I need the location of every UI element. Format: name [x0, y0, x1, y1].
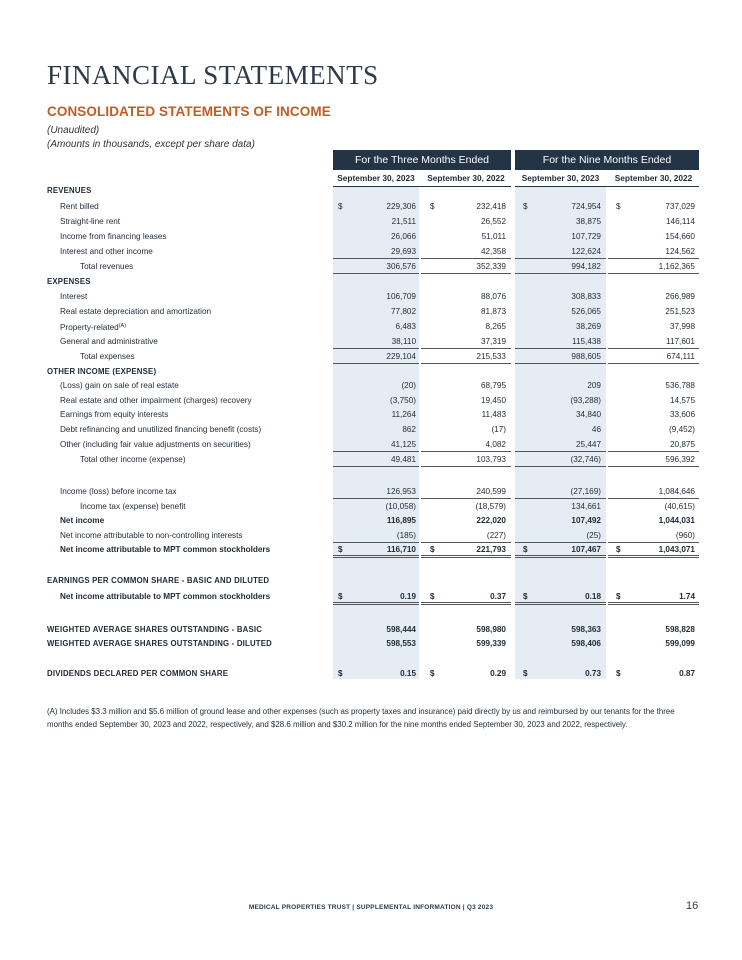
- table-row: [0, 378, 742, 393]
- subtotal-rule: [515, 498, 606, 499]
- page-footer: MEDICAL PROPERTIES TRUST | SUPPLEMENTAL INFORMATION | Q3 2023: [248, 904, 494, 911]
- table-row: [0, 214, 742, 229]
- cell-value: 994,182: [571, 262, 601, 271]
- row-label: Straight-line rent: [60, 217, 121, 226]
- total-underline: [333, 363, 419, 364]
- cell-value: 598,553: [386, 639, 416, 648]
- subtotal-rule: [333, 451, 419, 452]
- cell-value: (227): [486, 531, 506, 540]
- cell-value: 724,954: [571, 202, 601, 211]
- cell-value: 598,406: [571, 639, 601, 648]
- dollar-sign: $: [616, 202, 621, 211]
- cell-value: (10,058): [385, 502, 416, 511]
- cell-value: (960): [675, 531, 695, 540]
- cell-value: 103,793: [476, 455, 506, 464]
- section-label: OTHER INCOME (EXPENSE): [47, 367, 157, 376]
- cell-value: 25,447: [575, 440, 601, 449]
- cell-value: 21,511: [391, 217, 416, 226]
- cell-value: (185): [396, 531, 416, 540]
- total-row: [0, 499, 742, 514]
- row-label: General and administrative: [60, 337, 158, 346]
- table-row: [0, 484, 742, 499]
- row-label: Debt refinancing and unutilized financing benefit (costs): [60, 425, 262, 434]
- cell-value: 19,450: [480, 396, 506, 405]
- cell-value: 308,833: [571, 292, 601, 301]
- page-number: 16: [686, 900, 699, 912]
- cell-value: (25): [586, 531, 601, 540]
- subtotal-rule: [515, 258, 606, 259]
- table-row: [0, 229, 742, 244]
- subtotal-rule: [608, 258, 699, 259]
- row-label: Interest: [60, 292, 88, 301]
- row-label: Property-related$^{(A)}$: [60, 323, 127, 332]
- section-row: [0, 622, 742, 637]
- total-underline: [515, 466, 606, 467]
- cell-value: 38,875: [575, 217, 601, 226]
- col-header-9m-2022: September 30, 2022: [614, 173, 693, 183]
- cell-value: 37,319: [480, 337, 506, 346]
- cell-value: 42,358: [480, 247, 506, 256]
- cell-value: 526,065: [571, 307, 601, 316]
- cell-value: 134,661: [571, 502, 601, 511]
- row-label: Net income: [60, 516, 105, 525]
- cell-value: 598,980: [476, 625, 506, 634]
- dollar-sign: $: [338, 545, 343, 554]
- table-row: [0, 393, 742, 408]
- table-row: [0, 334, 742, 349]
- cell-value: 988,605: [571, 352, 601, 361]
- row-label: Rent billed: [60, 202, 99, 211]
- total-underline: [421, 466, 511, 467]
- subtotal-rule: [608, 348, 699, 349]
- cell-value: 598,363: [571, 625, 601, 634]
- subtotal-rule: [421, 348, 511, 349]
- cell-value: (40,615): [664, 502, 695, 511]
- cell-value: (17): [491, 425, 506, 434]
- dollar-sign: $: [616, 545, 621, 554]
- total-underline: [333, 466, 419, 467]
- cell-value: 229,104: [386, 352, 416, 361]
- table-row: [0, 407, 742, 422]
- cell-value: 122,624: [571, 247, 601, 256]
- cell-value: 0.37: [490, 592, 506, 601]
- total-underline: [515, 363, 606, 364]
- table-row: [0, 199, 742, 214]
- cell-value: 240,599: [476, 487, 506, 496]
- subtotal-rule: [421, 451, 511, 452]
- section-row: [0, 636, 742, 651]
- cell-value: 107,492: [571, 516, 601, 525]
- cell-value: 81,873: [480, 307, 506, 316]
- row-label: Interest and other income: [60, 247, 153, 256]
- subtotal-rule: [421, 498, 511, 499]
- subtotal-rule: [608, 451, 699, 452]
- col-header-9m-2023: September 30, 2023: [521, 173, 600, 183]
- table-row: [0, 422, 742, 437]
- footnote: (A) Includes $3.3 million and $5.6 million of ground lease and other expenses (such as property taxes and insurance) paid directly by us and reimbursed by our tenants for the three months ended September 30, 2023 and 2022, respectively, and $28.6 million and $30.2 million for the nine months ended September 30, 2023 and 2022, respectively.: [47, 707, 675, 729]
- dollar-sign: $: [523, 202, 528, 211]
- subtotal-rule: [421, 258, 511, 259]
- table-row: [0, 304, 742, 319]
- cell-value: 229,306: [386, 202, 416, 211]
- cell-value: 38,110: [391, 337, 416, 346]
- cell-value: 117,601: [666, 337, 695, 346]
- cell-value: 215,533: [476, 352, 506, 361]
- row-label: Real estate and other impairment (charges) recovery: [60, 396, 252, 405]
- total-underline: [421, 273, 511, 274]
- cell-value: (3,750): [390, 396, 416, 405]
- cell-value: (93,288): [570, 396, 601, 405]
- table-row: [0, 319, 742, 334]
- cell-value: 11,264: [391, 410, 416, 419]
- total-underline: [608, 466, 699, 467]
- cell-value: 154,660: [665, 232, 695, 241]
- total-double-rule: [515, 602, 606, 605]
- cell-value: 146,114: [666, 217, 695, 226]
- section-label: EARNINGS PER COMMON SHARE - BASIC AND DILUTED: [47, 576, 270, 585]
- cell-value: 34,840: [575, 410, 601, 419]
- row-label: Earnings from equity interests: [60, 410, 169, 419]
- col-header-q3-2023: September 30, 2023: [337, 173, 415, 183]
- section-row: [0, 666, 742, 681]
- row-label: Total expenses: [80, 352, 135, 361]
- subtotal-rule: [515, 348, 606, 349]
- cell-value: 115,438: [572, 337, 601, 346]
- dollar-sign: $: [616, 592, 621, 601]
- total-row: [0, 452, 742, 467]
- total-double-rule: [608, 602, 699, 605]
- page-title: FINANCIAL STATEMENTS: [47, 60, 379, 90]
- subtotal-rule: [333, 258, 419, 259]
- cell-value: (27,169): [570, 487, 601, 496]
- dollar-sign: $: [523, 669, 528, 678]
- cell-value: 11,483: [481, 410, 506, 419]
- cell-value: 221,793: [476, 545, 506, 554]
- cell-value: 674,111: [666, 352, 695, 361]
- total-double-rule: [333, 602, 419, 605]
- dollar-sign: $: [430, 545, 435, 554]
- dollar-sign: $: [430, 202, 435, 211]
- total-double-rule: [333, 555, 419, 558]
- cell-value: 49,481: [390, 455, 416, 464]
- header-nine-months: For the Nine Months Ended: [515, 150, 699, 170]
- cell-value: 46: [591, 425, 601, 434]
- cell-value: 0.73: [585, 669, 601, 678]
- row-label: (Loss) gain on sale of real estate: [60, 381, 179, 390]
- row-label: Real estate depreciation and amortization: [60, 307, 212, 316]
- header-three-months: For the Three Months Ended: [333, 150, 511, 170]
- cell-value: 0.19: [400, 592, 416, 601]
- cell-value: 51,011: [481, 232, 506, 241]
- row-label: Other (including fair value adjustments on securities): [60, 440, 251, 449]
- unaudited-note: (Unaudited): [47, 125, 100, 136]
- cell-value: 862: [402, 425, 416, 434]
- cell-value: 68,795: [480, 381, 506, 390]
- cell-value: 222,020: [476, 516, 506, 525]
- cell-value: 0.18: [585, 592, 601, 601]
- cell-value: 0.15: [400, 669, 416, 678]
- row-label: Income tax (expense) benefit: [80, 502, 186, 511]
- subtotal-rule: [608, 498, 699, 499]
- subtotal-rule: [333, 498, 419, 499]
- dollar-sign: $: [616, 669, 621, 678]
- dollar-sign: $: [430, 669, 435, 678]
- cell-value: 107,467: [571, 545, 601, 554]
- units-note: (Amounts in thousands, except per share data): [47, 139, 255, 150]
- cell-value: 209: [587, 381, 601, 390]
- cell-value: 88,076: [480, 292, 506, 301]
- cell-value: 737,029: [665, 202, 695, 211]
- section-label: WEIGHTED AVERAGE SHARES OUTSTANDING - BASIC: [47, 625, 263, 634]
- cell-value: 596,392: [665, 455, 695, 464]
- cell-value: 6,483: [395, 322, 416, 331]
- cell-value: 116,895: [386, 516, 416, 525]
- total-underline: [515, 273, 606, 274]
- cell-value: (9,452): [669, 425, 695, 434]
- dollar-sign: $: [338, 592, 343, 601]
- cell-value: 124,562: [665, 247, 695, 256]
- table-row: [0, 244, 742, 259]
- col-header-q3-2022: September 30, 2022: [427, 173, 505, 183]
- row-label: Net income attributable to non-controlling interests: [60, 531, 243, 540]
- cell-value: 29,693: [390, 247, 416, 256]
- cell-value: 26,552: [480, 217, 506, 226]
- cell-value: 598,828: [665, 625, 695, 634]
- total-row: [0, 349, 742, 364]
- cell-value: 0.87: [679, 669, 695, 678]
- row-label: Net income attributable to MPT common stockholders: [60, 592, 271, 601]
- cell-value: 4,082: [485, 440, 506, 449]
- total-double-rule: [421, 602, 511, 605]
- cell-value: 38,269: [575, 322, 601, 331]
- cell-value: (18,579): [475, 502, 506, 511]
- dollar-sign: $: [523, 592, 528, 601]
- total-double-rule: [515, 555, 606, 558]
- table-row: [0, 528, 742, 543]
- cell-value: 126,953: [386, 487, 416, 496]
- section-label: WEIGHTED AVERAGE SHARES OUTSTANDING - DILUTED: [47, 639, 273, 648]
- cell-value: (32,746): [570, 455, 601, 464]
- cell-value: 352,339: [476, 262, 506, 271]
- cell-value: 1,043,071: [658, 545, 695, 554]
- cell-value: 33,606: [669, 410, 695, 419]
- row-label: Total revenues: [80, 262, 134, 271]
- cell-value: 1,162,365: [658, 262, 695, 271]
- cell-value: 20,875: [669, 440, 695, 449]
- cell-value: 251,523: [665, 307, 695, 316]
- dollar-sign: $: [430, 592, 435, 601]
- total-underline: [608, 273, 699, 274]
- total-underline: [421, 363, 511, 364]
- total-row: [0, 259, 742, 274]
- total-double-rule: [608, 555, 699, 558]
- cell-value: 107,729: [571, 232, 601, 241]
- cell-value: 599,339: [476, 639, 506, 648]
- cell-value: (20): [401, 381, 416, 390]
- dollar-sign: $: [338, 202, 343, 211]
- cell-value: 116,710: [386, 545, 416, 554]
- cell-value: 598,444: [386, 625, 416, 634]
- statement-title: CONSOLIDATED STATEMENTS OF INCOME: [47, 104, 331, 119]
- cell-value: 266,989: [665, 292, 695, 301]
- row-label: Income from financing leases: [60, 232, 167, 241]
- table-row: [0, 513, 742, 528]
- dollar-sign: $: [523, 545, 528, 554]
- footnote-marker: (A): [118, 323, 127, 329]
- section-label: REVENUES: [47, 186, 92, 195]
- cell-value: 306,576: [386, 262, 416, 271]
- total-underline: [333, 273, 419, 274]
- cell-value: 536,788: [665, 381, 695, 390]
- cell-value: 599,099: [665, 639, 695, 648]
- table-row: [0, 289, 742, 304]
- cell-value: 37,998: [669, 322, 695, 331]
- cell-value: 14,575: [669, 396, 695, 405]
- section-row: [0, 183, 742, 198]
- cell-value: 26,066: [390, 232, 416, 241]
- cell-value: 1.74: [679, 592, 695, 601]
- cell-value: 1,084,646: [658, 487, 695, 496]
- row-label: Total other income (expense): [80, 455, 186, 464]
- cell-value: 232,418: [476, 202, 506, 211]
- subtotal-rule: [515, 451, 606, 452]
- cell-value: 0.29: [490, 669, 506, 678]
- row-label: Income (loss) before income tax: [60, 487, 177, 496]
- cell-value: 106,709: [386, 292, 416, 301]
- cell-value: 8,265: [485, 322, 506, 331]
- dollar-sign: $: [338, 669, 343, 678]
- section-label: DIVIDENDS DECLARED PER COMMON SHARE: [47, 669, 229, 678]
- section-row: [0, 573, 742, 588]
- cell-value: 1,044,031: [658, 516, 695, 525]
- row-label: Net income attributable to MPT common stockholders: [60, 545, 271, 554]
- total-double-rule: [421, 555, 511, 558]
- total-underline: [608, 363, 699, 364]
- cell-value: 77,802: [390, 307, 416, 316]
- table-row: [0, 437, 742, 452]
- subtotal-rule: [333, 348, 419, 349]
- section-label: EXPENSES: [47, 277, 91, 286]
- section-row: [0, 364, 742, 379]
- section-row: [0, 274, 742, 289]
- cell-value: 41,125: [390, 440, 416, 449]
